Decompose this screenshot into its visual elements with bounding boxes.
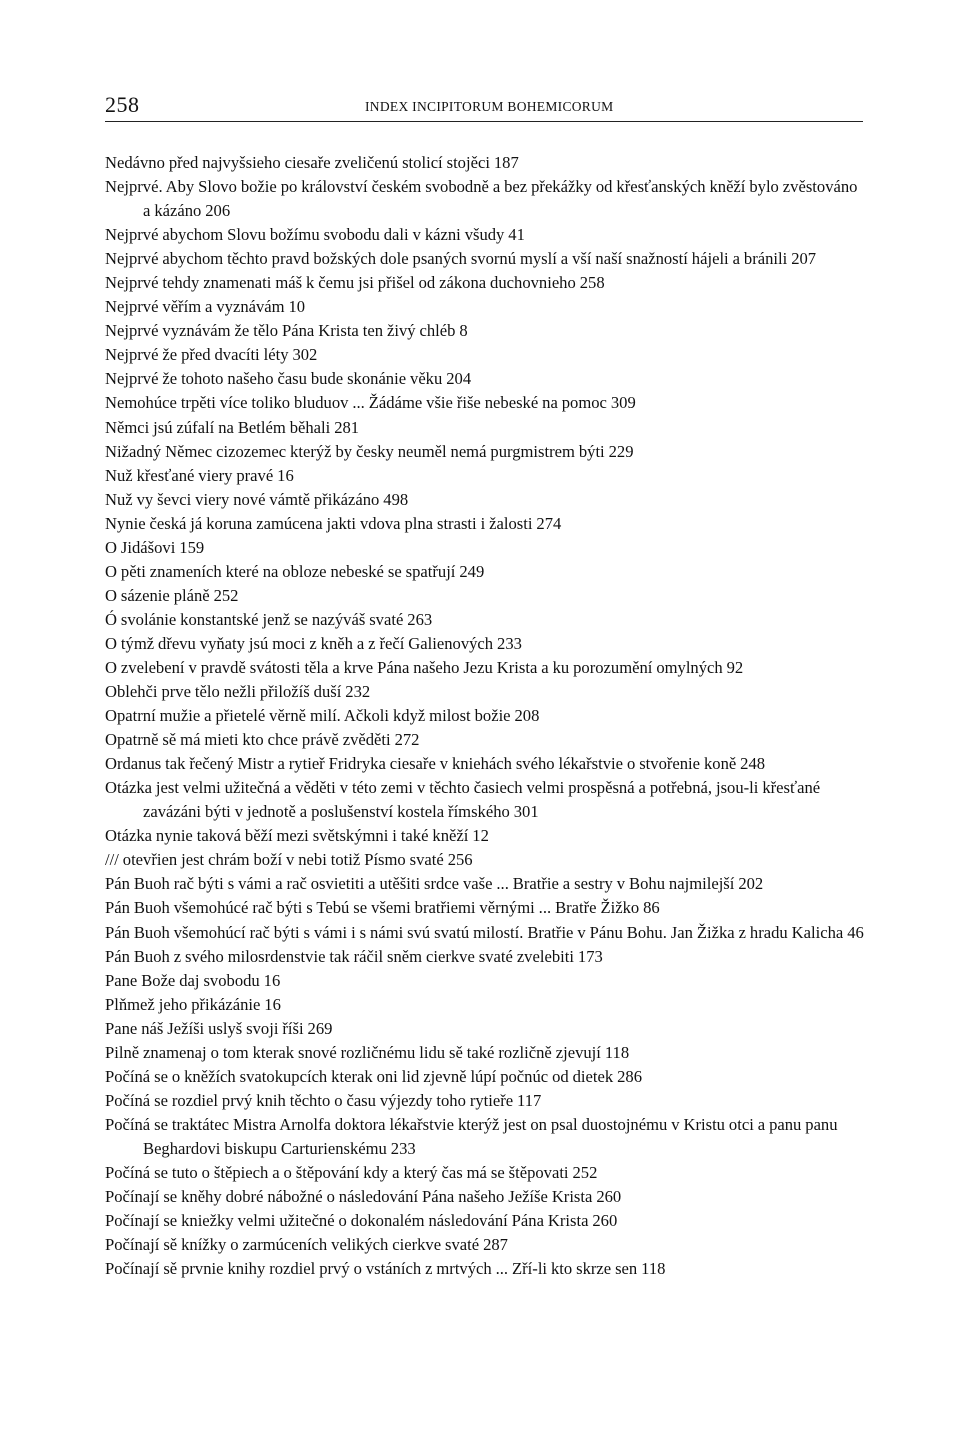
index-entry: Počínají se kniežky velmi užitečné o dokonalém následování Pána Krista 260 [105, 1211, 618, 1231]
index-entry: Plňmež jeho přikázánie 16 [105, 994, 281, 1014]
header-rule [105, 121, 863, 122]
index-entry: Nedávno před najvyšsieho ciesaře zveličenú stolicí stojěci 187 [105, 153, 519, 172]
index-entry: Ó svolánie konstantské jenž se nazýváš svaté 263 [105, 609, 433, 629]
index-entry: O sázenie pláně 252 [105, 585, 239, 605]
index-entry: O Jidášovi 159 [105, 537, 205, 557]
index-entry: Nejprvé věřím a vyznávám 10 [105, 297, 306, 317]
index-entry: Němci jsú zúfalí na Betlém běhali 281 [105, 417, 360, 437]
index-entry: Nynie česká já koruna zamúcena jakti vdova plna strasti i žalosti 274 [105, 513, 562, 533]
index-entry: Počínají sě prvnie knihy rozdiel prvý o vstáních z mrtvých ... Zří-li kto skrze sen 118 [105, 1259, 666, 1279]
index-entries [105, 151, 865, 1281]
index-entry: Ordanus tak řečený Mistr a rytieř Fridryka ciesaře v kniehách svého lékařstvie o stvořenie koně 248 [105, 754, 766, 774]
index-entry: /// otevřien jest chrám boží v nebi totiž Písmo svaté 256 [105, 850, 473, 870]
index-entry: Počínají sě knížky o zarmúceních velikých cierkve svaté 287 [105, 1235, 508, 1255]
index-entry: Pán Buoh rač býti s vámi a rač osvietiti a utěšiti srdce vaše ... Bratřie a sestry v Bohu najmilejší 202 [105, 874, 764, 894]
index-entry: Nejprvé že tohoto našeho času bude skonánie věku 204 [105, 369, 472, 389]
index-entry: Nejprvé tehdy znamenati máš k čemu jsi přišel od zákona duchovnieho 258 [105, 273, 605, 293]
index-entry: Nejprvé. Aby Slovo božie po království českém svobodně a bez překážky od křesťanských kněží bylo zvěstováno a kázáno 206 [105, 177, 858, 221]
index-entry: O pěti znameních které na obloze nebeské se spatřují 249 [105, 561, 485, 581]
index-entry: Otázka nynie taková běží mezi světskýmni i také kněží 12 [105, 826, 489, 846]
index-entry: O zvelebení v pravdě svátosti těla a krve Pána našeho Jezu Krista a ku porozumění omylných 92 [105, 657, 744, 677]
index-entry: Nejprvé vyznávám že tělo Pána Krista ten živý chléb 8 [105, 321, 468, 341]
index-entry: Počíná se tuto o štěpiech a o štěpování kdy a který čas má se štěpovati 252 [105, 1162, 598, 1182]
running-head: INDEX INCIPITORUM BOHEMICORUM [365, 99, 614, 114]
index-entry: Otázka jest velmi užitečná a věděti v této zemi v těchto časiech velmi prospěsná a potřebná, jsou-li křesťané zavázáni býti v jednotě a poslušenství kostela římského 301 [105, 778, 821, 822]
index-entry: Pán Buoh všemohúcé rač býti s Tebú se všemi bratřiemi věrnými ... Bratře Žižko 86 [105, 898, 660, 918]
index-entry: Počíná se o kněžích svatokupcích kterak oni lid zjevně lúpí počnúc od dietek 286 [105, 1066, 643, 1086]
index-entry: Nejprvé abychom těchto pravd božských dole psaných svornú myslí a vší naší snažností hájeli a bránili 207 [105, 249, 817, 269]
page-header [105, 92, 863, 122]
index-entry: Oblehči prve tělo nežli přiložíš duší 232 [105, 682, 371, 702]
index-entry: Nuž křesťané viery pravé 16 [105, 465, 294, 485]
index-entry: Nejprvé že před dvacíti léty 302 [105, 345, 318, 365]
index-entry: Nejprvé abychom Slovu božímu svobodu dali v kázni všudy 41 [105, 225, 525, 245]
index-entry: Počíná se rozdiel prvý knih těchto o času výjezdy toho rytieře 117 [105, 1090, 542, 1110]
index-entry: Nižadný Němec cizozemec kterýž by česky neuměl nemá purgmistrem býti 229 [105, 441, 634, 461]
index-entry: Nuž vy ševci viery nové vámtě přikázáno 498 [105, 489, 409, 509]
index-entry: Pán Buoh všemohúcí rač býti s vámi i s námi svú svatú milostí. Bratřie v Pánu Bohu. Jan Žižka z hradu Kalicha 46 [105, 922, 864, 942]
index-entry: Pane Bože daj svobodu 16 [105, 970, 281, 990]
index-entry: Opatrní mužie a přietelé věrně milí. Ačkoli když milost božie 208 [105, 706, 540, 726]
index-entry: Opatrně sě má mieti kto chce právě zvěděti 272 [105, 730, 420, 750]
page-number: 258 [105, 92, 140, 117]
index-entry: Pán Buoh z svého milosrdenstvie tak ráčil sněm cierkve svaté zvelebiti 173 [105, 946, 603, 966]
index-entry: O týmž dřevu vyňaty jsú moci z kněh a z řečí Galienových 233 [105, 633, 522, 653]
index-entry: Pane náš Ježíši uslyš svoji říši 269 [105, 1018, 333, 1038]
index-entry: Počínají se kněhy dobré nábožné o následování Pána našeho Ježíše Krista 260 [105, 1187, 622, 1207]
index-entry: Nemohúce trpěti více toliko bluduov ... Žádáme všie řiše nebeské na pomoc 309 [105, 393, 636, 413]
index-entry: Pilně znamenaj o tom kterak snové rozličnému lidu sě také rozličně zjevují 118 [105, 1042, 630, 1062]
index-entry: Počíná se traktátec Mistra Arnolfa doktora lékařstvie kterýž jest on psal duostojnému v Kristu otci a panu panu Beghardovi biskupu Carturienskému 233 [105, 1114, 838, 1158]
